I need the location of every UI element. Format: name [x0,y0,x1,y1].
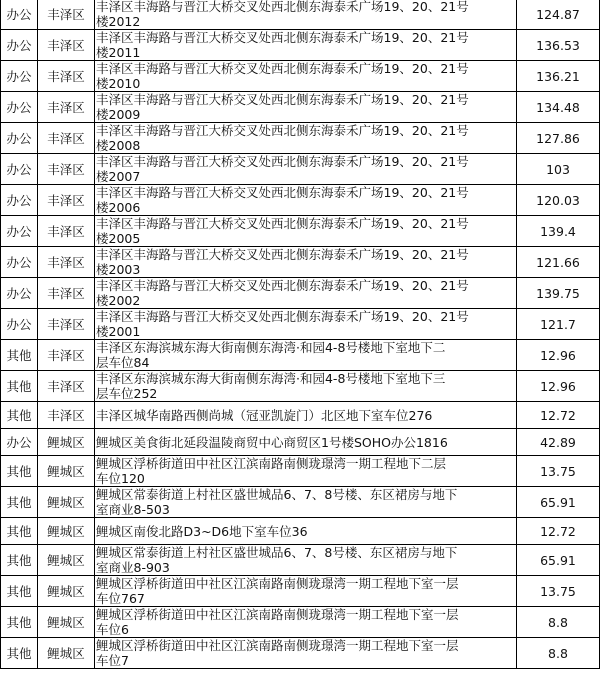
location-text-line: 丰泽区丰海路与晋江大桥交叉处西北侧东海泰禾广场19、20、21号 [96,92,469,107]
cell-district: 鲤城区 [38,545,95,576]
cell-use-type: 办公 [1,154,38,185]
location-text-line: 楼2003 [96,262,141,277]
table-row [1,123,600,154]
cell-use-type: 其他 [1,487,38,518]
cell-area: 124.87 [517,0,600,30]
cell-location [95,607,517,638]
location-text-line: 丰泽区丰海路与晋江大桥交叉处西北侧东海泰禾广场19、20、21号 [96,154,469,169]
cell-location [95,429,517,456]
location-text-line: 楼2009 [96,107,141,122]
cell-location [95,278,517,309]
table-row [1,340,600,371]
cell-location [95,247,517,278]
location-text-line: 楼2007 [96,169,141,184]
location-text-line: 丰泽区丰海路与晋江大桥交叉处西北侧东海泰禾广场19、20、21号 [96,185,469,200]
cell-location [95,340,517,371]
cell-area: 134.48 [517,92,600,123]
cell-use-type: 办公 [1,216,38,247]
cell-area: 139.4 [517,216,600,247]
location-text-line: 鲤城区浮桥街道田中社区江滨南路南侧珑璟湾一期工程地下室一层 [96,607,459,622]
table-row [1,278,600,309]
location-text-line: 车位7 [96,653,129,668]
cell-district: 丰泽区 [38,185,95,216]
cell-district: 鲤城区 [38,638,95,669]
table-row [1,247,600,278]
cell-location [95,576,517,607]
cell-area: 8.8 [517,638,600,669]
cell-district: 鲤城区 [38,429,95,456]
table-row [1,545,600,576]
cell-area: 65.91 [517,545,600,576]
cell-area: 136.53 [517,30,600,61]
cell-district: 丰泽区 [38,123,95,154]
location-text-line: 丰泽区丰海路与晋江大桥交叉处西北侧东海泰禾广场19、20、21号 [96,30,469,45]
location-text-line: 车位6 [96,622,129,637]
cell-location [95,123,517,154]
location-text-line: 楼2001 [96,324,141,339]
location-text-line: 楼2011 [96,45,141,60]
cell-location [95,487,517,518]
cell-area: 8.8 [517,607,600,638]
location-text-line: 鲤城区南俊北路D3~D6地下室车位36 [96,523,308,539]
cell-district: 丰泽区 [38,61,95,92]
location-text-line: 楼2002 [96,293,141,308]
cell-use-type: 办公 [1,0,38,30]
cell-area: 12.72 [517,402,600,429]
cell-area: 139.75 [517,278,600,309]
cell-use-type: 办公 [1,278,38,309]
table-row [1,371,600,402]
property-table-body [1,0,600,669]
table-row [1,638,600,669]
location-text-line: 丰泽区丰海路与晋江大桥交叉处西北侧东海泰禾广场19、20、21号 [96,247,469,262]
cell-area: 12.96 [517,371,600,402]
cell-use-type: 其他 [1,402,38,429]
cell-area: 121.7 [517,309,600,340]
cell-use-type: 办公 [1,92,38,123]
cell-use-type: 办公 [1,30,38,61]
cell-district: 鲤城区 [38,456,95,487]
location-text-line: 层车位252 [96,386,158,401]
cell-use-type: 其他 [1,518,38,545]
cell-area: 103 [517,154,600,185]
cell-area: 13.75 [517,456,600,487]
cell-district: 丰泽区 [38,92,95,123]
cell-location [95,309,517,340]
table-row [1,309,600,340]
cell-use-type: 办公 [1,247,38,278]
location-text-line: 楼2008 [96,138,141,153]
cell-location [95,185,517,216]
location-text-line: 鲤城区常泰街道上村社区盛世城品6、7、8号楼、东区裙房与地下 [96,545,458,560]
cell-location [95,545,517,576]
cell-location [95,638,517,669]
location-text-line: 鲤城区常泰街道上村社区盛世城品6、7、8号楼、东区裙房与地下 [96,487,458,502]
location-text-line: 楼2006 [96,200,141,215]
cell-area: 127.86 [517,123,600,154]
location-text-line: 丰泽区丰海路与晋江大桥交叉处西北侧东海泰禾广场19、20、21号 [96,61,469,76]
cell-use-type: 其他 [1,576,38,607]
location-text-line: 车位120 [96,471,145,486]
cell-district: 丰泽区 [38,371,95,402]
table-row [1,185,600,216]
location-text-line: 楼2012 [96,14,141,29]
table-row [1,61,600,92]
cell-use-type: 其他 [1,371,38,402]
cell-area: 12.96 [517,340,600,371]
cell-area: 65.91 [517,487,600,518]
location-text-line: 车位767 [96,591,145,606]
location-text-line: 室商业8-903 [96,560,170,575]
cell-use-type: 办公 [1,309,38,340]
cell-location [95,518,517,545]
cell-use-type: 办公 [1,61,38,92]
table-row [1,30,600,61]
location-text-line: 楼2005 [96,231,141,246]
cell-location [95,0,517,30]
location-text-line: 丰泽区丰海路与晋江大桥交叉处西北侧东海泰禾广场19、20、21号 [96,216,469,231]
table-row [1,402,600,429]
cell-area: 120.03 [517,185,600,216]
location-text-line: 楼2010 [96,76,141,91]
cell-use-type: 办公 [1,429,38,456]
location-text-line: 鲤城区美食街北延段温陵商贸中心商贸区1号楼SOHO办公1816 [96,434,448,450]
cell-district: 鲤城区 [38,518,95,545]
table-row [1,456,600,487]
cell-district: 丰泽区 [38,30,95,61]
table-row [1,576,600,607]
cell-use-type: 办公 [1,185,38,216]
cell-district: 丰泽区 [38,216,95,247]
cell-use-type: 办公 [1,123,38,154]
table-row [1,0,600,30]
location-text-line: 层车位84 [96,355,150,370]
cell-area: 121.66 [517,247,600,278]
cell-district: 丰泽区 [38,309,95,340]
location-text-line: 鲤城区浮桥街道田中社区江滨南路南侧珑璟湾一期工程地下室一层 [96,638,459,653]
location-text-line: 丰泽区丰海路与晋江大桥交叉处西北侧东海泰禾广场19、20、21号 [96,123,469,138]
cell-district: 鲤城区 [38,576,95,607]
table-row [1,518,600,545]
cell-use-type: 其他 [1,545,38,576]
location-text-line: 丰泽区东海滨城东海大街南侧东海湾·和园4-8号楼地下室地下二 [96,340,446,355]
table-row [1,92,600,123]
cell-district: 丰泽区 [38,154,95,185]
location-text-line: 丰泽区丰海路与晋江大桥交叉处西北侧东海泰禾广场19、20、21号 [96,278,469,293]
cell-district: 丰泽区 [38,340,95,371]
cell-use-type: 其他 [1,638,38,669]
location-text-line: 丰泽区东海滨城东海大街南侧东海湾·和园4-8号楼地下室地下三 [96,371,446,386]
cell-use-type: 其他 [1,456,38,487]
cell-district: 丰泽区 [38,0,95,30]
cell-use-type: 其他 [1,340,38,371]
cell-area: 13.75 [517,576,600,607]
cell-area: 42.89 [517,429,600,456]
cell-area: 12.72 [517,518,600,545]
cell-location [95,154,517,185]
table-row [1,216,600,247]
location-text-line: 室商业8-503 [96,502,170,517]
location-text-line: 丰泽区丰海路与晋江大桥交叉处西北侧东海泰禾广场19、20、21号 [96,0,469,14]
cell-location [95,30,517,61]
cell-district: 鲤城区 [38,487,95,518]
cell-area: 136.21 [517,61,600,92]
table-row [1,487,600,518]
cell-location [95,92,517,123]
table-row [1,429,600,456]
table-row [1,154,600,185]
cell-location [95,371,517,402]
cell-use-type: 其他 [1,607,38,638]
cell-location [95,456,517,487]
cell-district: 丰泽区 [38,247,95,278]
cell-district: 丰泽区 [38,402,95,429]
cell-location [95,402,517,429]
location-text-line: 丰泽区丰海路与晋江大桥交叉处西北侧东海泰禾广场19、20、21号 [96,309,469,324]
location-text-line: 鲤城区浮桥街道田中社区江滨南路南侧珑璟湾一期工程地下室一层 [96,576,459,591]
cell-location [95,61,517,92]
cell-district: 丰泽区 [38,278,95,309]
location-text-line: 鲤城区浮桥街道田中社区江滨南路南侧珑璟湾一期工程地下二层 [96,456,447,471]
cell-location [95,216,517,247]
cell-district: 鲤城区 [38,607,95,638]
location-text-line: 丰泽区城华南路西侧尚城（冠亚凯旋门）北区地下室车位276 [96,407,433,423]
table-row [1,607,600,638]
